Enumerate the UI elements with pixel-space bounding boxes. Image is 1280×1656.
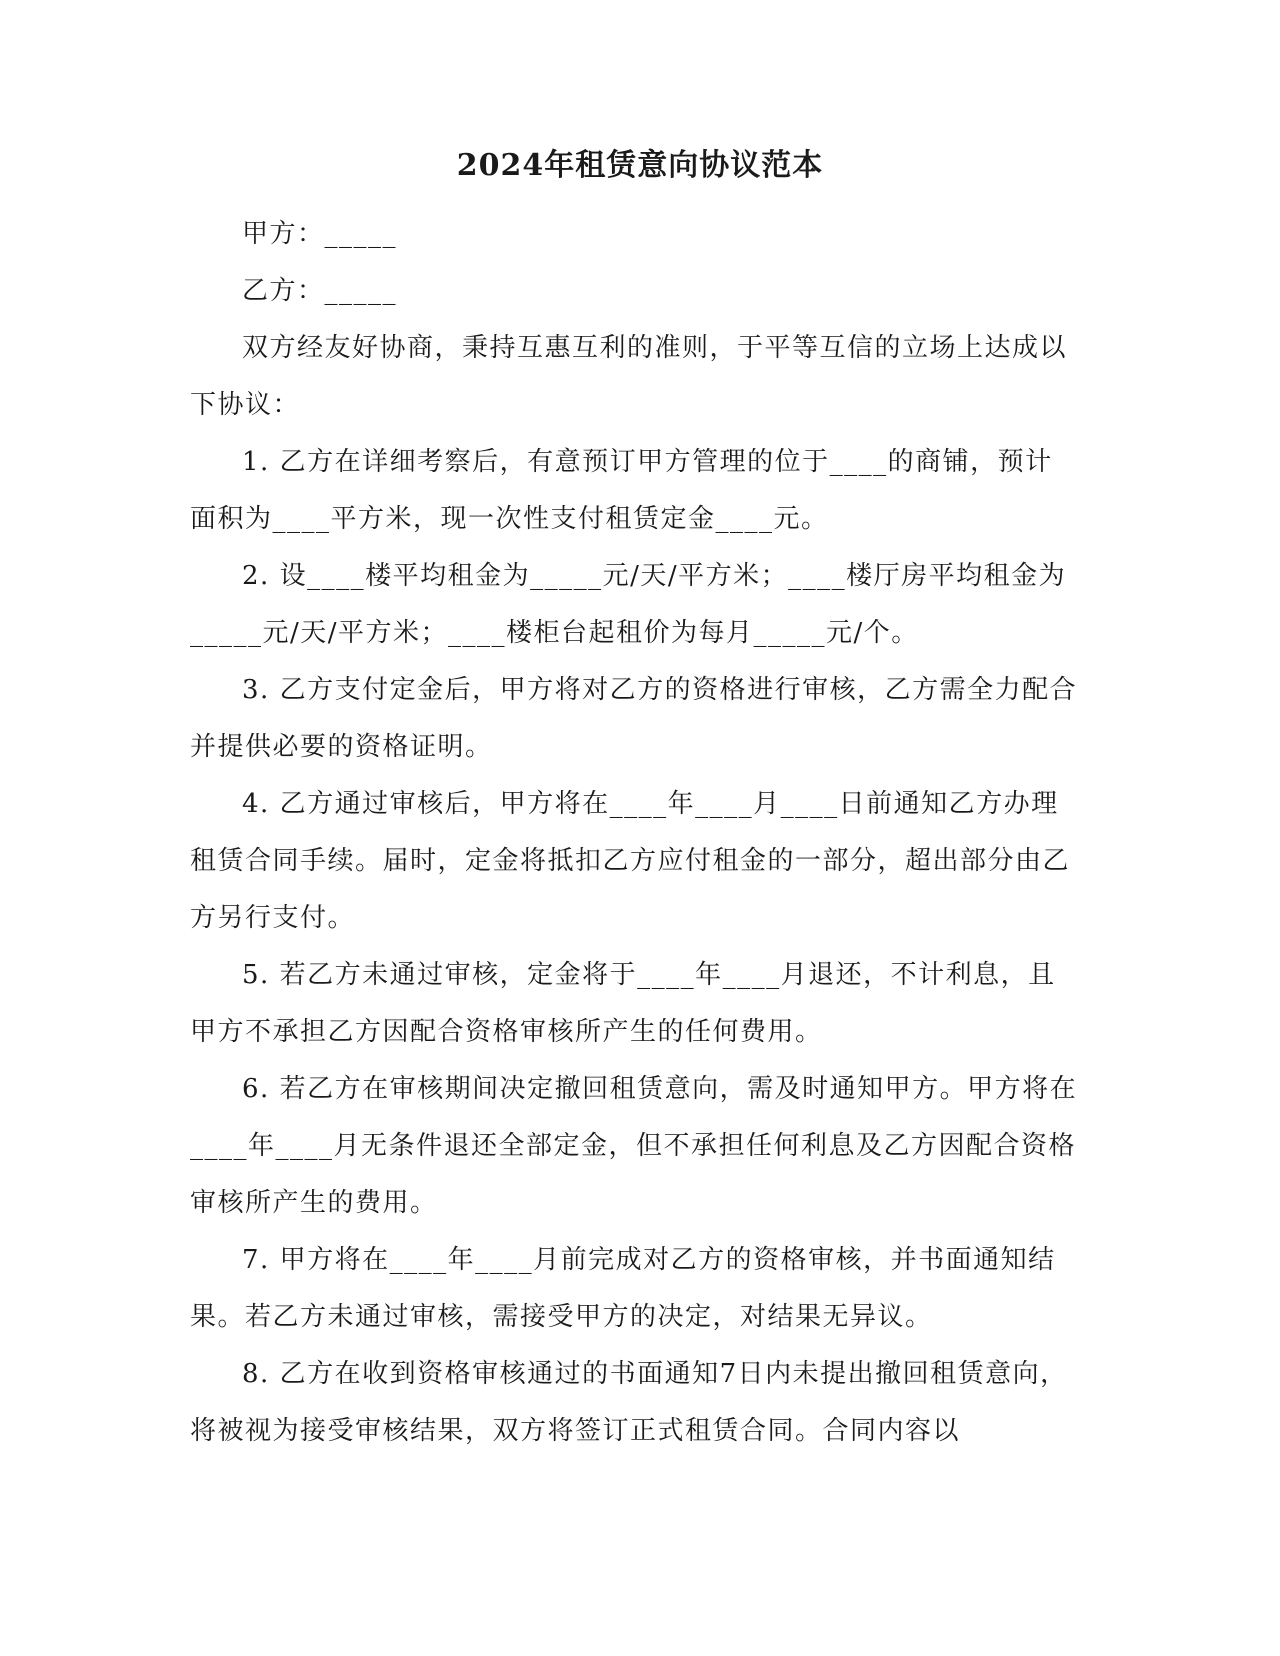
clause-1: 1. 乙方在详细考察后，有意预订甲方管理的位于____的商铺，预计面积为____平方米，现一次性支付租赁定金____元。 (190, 447, 1053, 534)
clause-4: 4. 乙方通过审核后，甲方将在____年____月____日前通知乙方办理租赁合同手续。届时，定金将抵扣乙方应付租金的一部分，超出部分由乙方另行支付。 (190, 789, 1071, 933)
clause-3: 3. 乙方支付定金后，甲方将对乙方的资格进行审核，乙方需全力配合并提供必要的资格证明。 (190, 675, 1078, 762)
party-b-line: 乙方：_____ (242, 276, 398, 306)
clause-7: 7. 甲方将在____年____月前完成对乙方的资格审核，并书面通知结果。若乙方未通过审核，需接受甲方的决定，对结果无异议。 (190, 1245, 1056, 1332)
clause-5: 5. 若乙方未通过审核，定金将于____年____月退还，不计利息，且甲方不承担乙方因配合资格审核所产生的任何费用。 (190, 960, 1056, 1047)
party-a-line: 甲方：_____ (242, 219, 398, 249)
intro-paragraph: 双方经友好协商，秉持互惠互利的准则，于平等互信的立场上达成以下协议： (190, 333, 1068, 420)
clause-8: 8. 乙方在收到资格审核通过的书面通知7日内未提出撤回租赁意向，将被视为接受审核结果，双方将签订正式租赁合同。合同内容以 (190, 1359, 1068, 1446)
clause-2: 2. 设____楼平均租金为_____元/天/平方米；____楼厅房平均租金为_____元/天/平方米；____楼柜台起租价为每月_____元/个。 (190, 561, 1067, 648)
clause-6: 6. 若乙方在审核期间决定撤回租赁意向，需及时通知甲方。甲方将在____年____月无条件退还全部定金，但不承担任何利息及乙方因配合资格审核所产生的费用。 (190, 1074, 1078, 1218)
document-title: 2024年租赁意向协议范本 (456, 148, 824, 183)
document-body (190, 206, 1080, 1460)
